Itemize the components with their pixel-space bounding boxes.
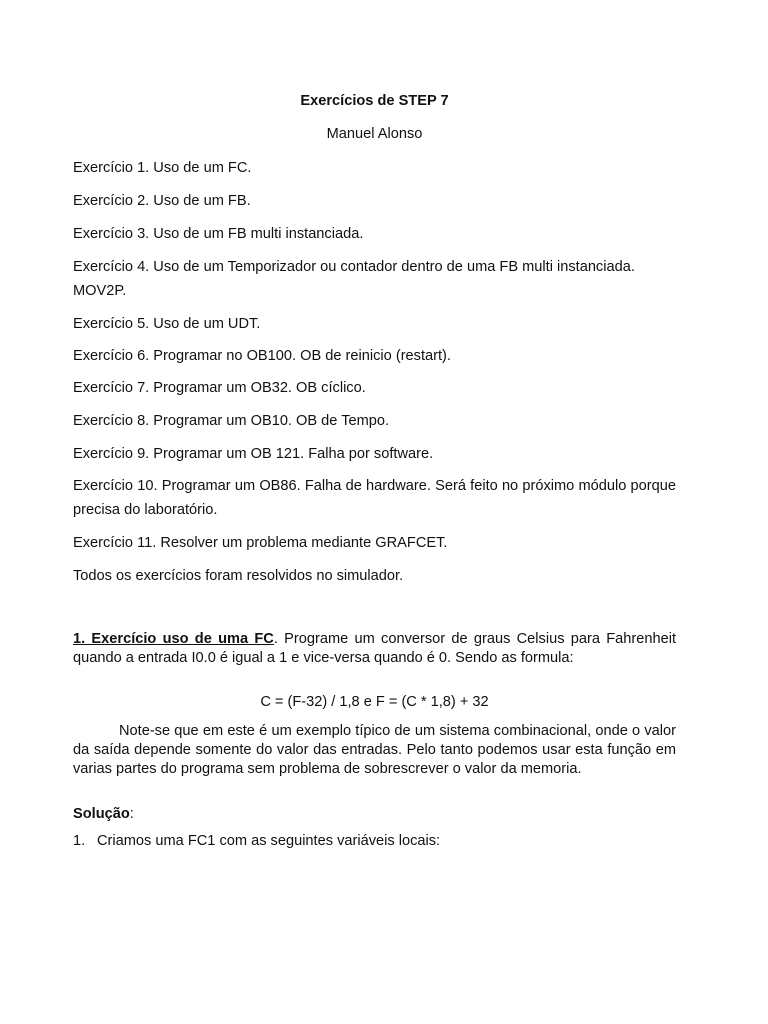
exercise-item-2: Exercício 2. Uso de um FB. [73,193,251,209]
exercise-item-8: Exercício 8. Programar um OB10. OB de Tempo. [73,413,390,429]
solution-step-1 [73,833,676,849]
step-number: 1. [73,833,86,849]
section-1-intro [73,630,676,668]
exercise-item-4: Exercício 4. Uso de um Temporizador ou contador dentro de uma FB multi instanciada. MOV2P. [73,259,635,299]
note-paragraph: Note-se que em este é um exemplo típico de um sistema combinacional, onde o valor da saída depende somente do valor das entradas. Pelo tanto podemos usar esta função em varias partes do programa sem problema de sobrescrever o valor da memoria. [73,723,676,777]
exercise-item-1: Exercício 1. Uso de um FC. [73,160,252,176]
summary-text: Todos os exercícios foram resolvidos no simulador. [73,568,404,584]
section-1-heading: 1. Exercício uso de uma FC [73,631,274,647]
conversion-formula: C = (F-32) / 1,8 e F = (C * 1,8) + 32 [260,694,489,710]
exercise-item-11: Exercício 11. Resolver um problema mediante GRAFCET. [73,535,448,551]
step-text: Criamos uma FC1 com as seguintes variáveis locais: [97,833,441,849]
solution-label [73,806,676,822]
exercise-item-9: Exercício 9. Programar um OB 121. Falha por software. [73,446,434,462]
exercise-item-10: Exercício 10. Programar um OB86. Falha de hardware. Será feito no próximo módulo porque precisa do laboratório. [73,478,676,518]
solution-label-text: Solução [73,806,130,822]
section-1-intro-text: . Programe um conversor de graus Celsius para Fahrenheit quando a entrada I0.0 é igual a 1 e vice-versa quando é 0. Sendo as formula: [73,631,676,666]
solution-colon: : [129,806,134,822]
exercise-item-7: Exercício 7. Programar um OB32. OB cíclico. [73,380,366,396]
exercise-item-3: Exercício 3. Uso de um FB multi instanciada. [73,226,364,242]
document-title: Exercícios de STEP 7 [300,93,449,109]
exercise-item-5: Exercício 5. Uso de um UDT. [73,316,261,332]
document-author: Manuel Alonso [326,126,423,142]
exercise-item-6: Exercício 6. Programar no OB100. OB de reinicio (restart). [73,348,451,364]
